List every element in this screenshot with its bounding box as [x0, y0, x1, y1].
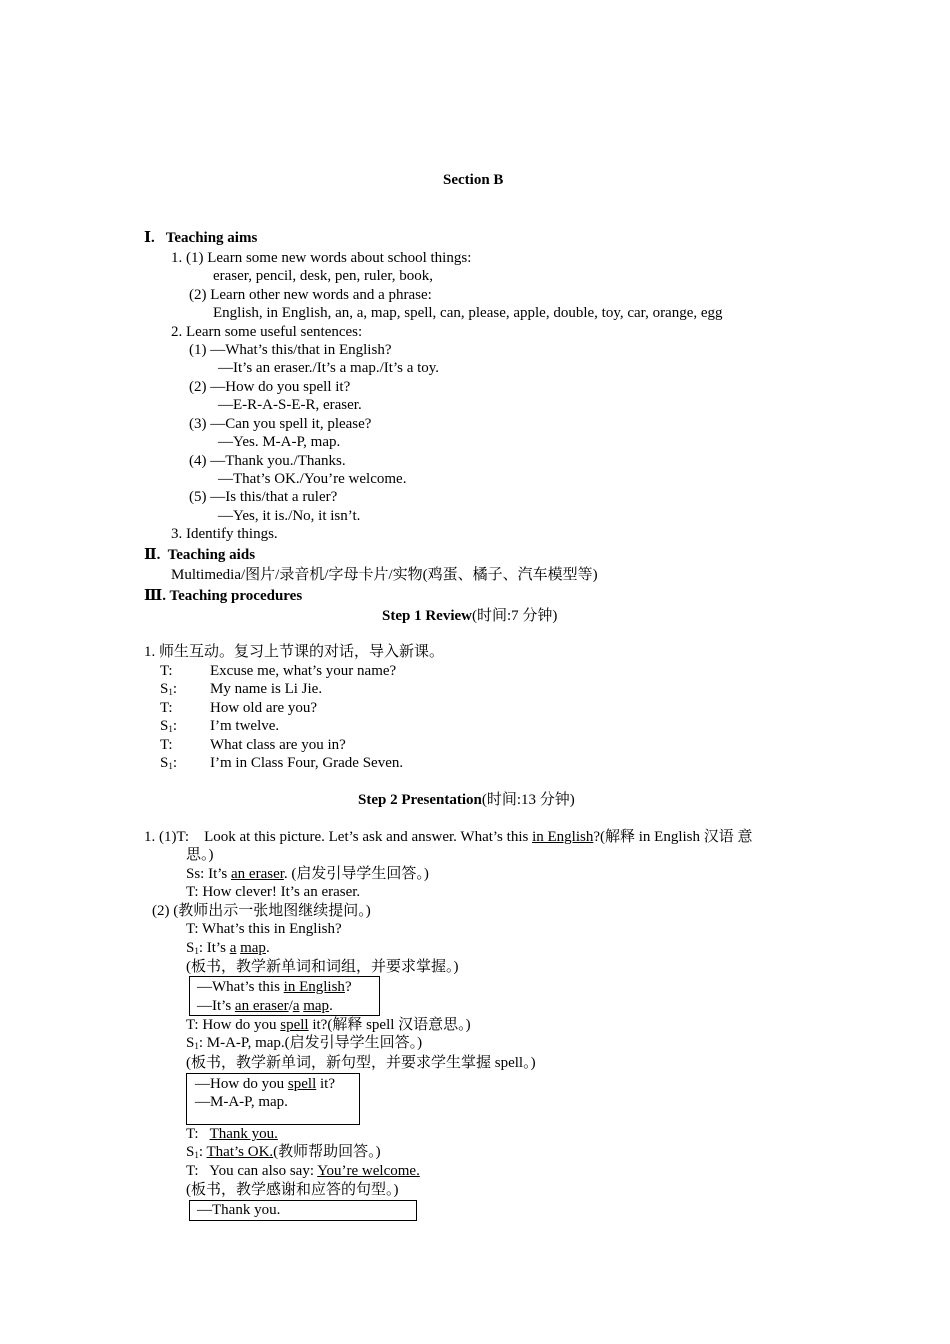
section-heading-teaching-aims — [144, 229, 257, 247]
dialogue-text: How old are you? — [210, 699, 318, 716]
presentation-line — [144, 828, 753, 846]
speaker: T: — [160, 663, 173, 679]
speaker: S — [186, 1144, 195, 1160]
line-note: (教师帮助回答。) — [273, 1144, 381, 1160]
box-line — [195, 1075, 335, 1093]
board-note: (板书，教学新单词，新句型，并要求学生掌握 spell。) — [186, 1055, 536, 1071]
presentation-line — [186, 1034, 422, 1052]
aim-line: (2) —How do you spell it? — [189, 379, 351, 395]
aim-line: —Yes, it is./No, it isn’t. — [218, 508, 361, 524]
aim-line: 3. Identify things. — [171, 526, 278, 542]
underlined-phrase: map — [240, 940, 266, 956]
underlined-phrase: spell — [280, 1017, 309, 1033]
underlined-phrase: That’s OK. — [206, 1144, 274, 1160]
dialogue-line — [160, 699, 317, 717]
underlined-phrase: an eraser — [234, 998, 289, 1014]
step-title-text: Step 1 Review — [382, 608, 472, 624]
speaker-subscript: 1 — [168, 761, 173, 771]
underlined-phrase: spell — [287, 1076, 317, 1092]
aim-line: 1. (1) Learn some new words about school things: — [171, 250, 472, 266]
aim-line: eraser, pencil, desk, pen, ruler, book, — [213, 268, 433, 284]
step-title-text: Step 2 Presentation — [358, 792, 482, 808]
board-note: (板书，教学新单词和词组，并要求掌握。) — [186, 959, 459, 975]
dialogue-text: I’m twelve. — [210, 718, 280, 735]
section-heading-text: Teaching procedures — [169, 588, 303, 604]
presentation-line — [186, 939, 270, 957]
speaker: $S_1$: — [160, 718, 178, 735]
step-title — [358, 791, 575, 809]
punctuation: : — [198, 1144, 207, 1160]
aim-line: (2) Learn other new words and a phrase: — [189, 287, 432, 303]
aim-line: (4) —Thank you./Thanks. — [189, 453, 346, 469]
dialogue-text: I’m in Class Four, Grade Seven. — [210, 755, 404, 771]
underlined-phrase: map — [303, 998, 330, 1014]
speaker: T: — [160, 699, 173, 716]
aim-line: —It’s an eraser./It’s a map./It’s a toy. — [218, 360, 440, 376]
aim-line: (1) —What’s this/that in English? — [189, 342, 392, 358]
dialogue-line — [160, 680, 322, 698]
aim-line: —Yes. M-A-P, map. — [218, 434, 341, 450]
underlined-phrase: in English — [532, 829, 594, 845]
presentation-line: T: What’s this in English? — [186, 921, 342, 937]
line-note: . (启发引导学生回答。) — [283, 866, 429, 882]
dialogue-text: What class are you in? — [210, 736, 346, 753]
speaker-subscript: 1 — [168, 687, 173, 698]
line-label: 1. (1)T: — [144, 829, 190, 845]
presentation-line — [186, 1125, 278, 1143]
line-note: it?(解释 spell 汉语意思。) — [308, 1017, 471, 1033]
step-time: (时间:13 分钟) — [481, 792, 575, 808]
line-note: ?(解释 in English 汉语 意 — [593, 829, 753, 845]
presentation-line: 思。) — [186, 847, 214, 863]
speaker: T: — [160, 736, 173, 753]
step-title — [382, 607, 557, 625]
dialogue-text: My name is Li Jie. — [210, 681, 323, 698]
line-text: —What’s this — [197, 979, 284, 995]
line-text: —It’s — [197, 998, 235, 1014]
box-line — [197, 997, 333, 1015]
aids-text: Multimedia/图片/录音机/字母卡片/实物(鸡蛋、橘子、汽车模型等) — [171, 567, 598, 583]
line-text: : M-A-P, map.(启发引导学生回答。) — [198, 1035, 423, 1051]
underlined-phrase: a — [292, 998, 300, 1014]
speaker-subscript: 1 — [194, 946, 199, 956]
page-title: Section B — [443, 172, 504, 188]
aim-line: English, in English, an, a, map, spell, can, please, apple, double, toy, car, orange, egg — [213, 305, 723, 321]
line-text: Look at this picture. Let’s ask and answer. What’s this — [204, 829, 533, 845]
section-heading-text: Teaching aids — [167, 547, 256, 563]
punctuation: ? — [344, 979, 352, 995]
underlined-phrase: a — [229, 940, 237, 956]
box-line: —Thank you. — [197, 1202, 281, 1218]
speaker: $S_1$: — [160, 681, 178, 698]
aim-line: (5) —Is this/that a ruler? — [189, 489, 338, 505]
dialogue-line — [160, 662, 396, 680]
section-number: Ⅲ. — [144, 588, 167, 604]
presentation-line — [186, 1016, 471, 1034]
presentation-line — [186, 1162, 420, 1180]
presentation-line: T: How clever! It’s an eraser. — [186, 884, 361, 900]
aim-line: —E-R-A-S-E-R, eraser. — [218, 397, 362, 413]
speaker-subscript: 1 — [168, 724, 173, 735]
presentation-line: (2) (教师出示一张地图继续提问。) — [152, 903, 371, 919]
section-number: Ⅱ. — [144, 547, 161, 563]
dialogue-line — [160, 717, 279, 735]
speaker-subscript: 1 — [194, 1150, 199, 1160]
line-text: —How do you — [195, 1076, 288, 1092]
presentation-line — [186, 865, 429, 883]
section-heading-text: Teaching aims — [165, 230, 258, 246]
line-text: Ss: It’s — [186, 866, 232, 882]
speaker: S — [186, 1035, 195, 1051]
aim-line: —That’s OK./You’re welcome. — [218, 471, 407, 487]
step-intro: 1. 师生互动。复习上节课的对话，导入新课。 — [144, 644, 445, 660]
step-time: (时间:7 分钟) — [472, 608, 558, 624]
dialogue-line — [160, 736, 346, 754]
speaker-subscript: 1 — [194, 1041, 199, 1051]
underlined-phrase: an eraser — [231, 866, 284, 882]
punctuation: . — [329, 998, 333, 1014]
aim-line: 2. Learn some useful sentences: — [171, 324, 363, 340]
dialogue-text: Excuse me, what’s your name? — [210, 663, 397, 679]
box-line — [197, 978, 352, 996]
speaker: $S_1$: — [160, 755, 178, 771]
underlined-phrase: in English — [283, 979, 345, 995]
line-text: : It’s — [198, 940, 230, 956]
line-text: T: How do you — [186, 1017, 281, 1033]
dialogue-line — [160, 754, 403, 772]
aim-line: (3) —Can you spell it, please? — [189, 416, 372, 432]
punctuation: / — [288, 998, 293, 1014]
board-note: (板书，教学感谢和应答的句型。) — [186, 1182, 399, 1198]
section-heading-teaching-procedures — [144, 587, 302, 605]
presentation-line — [186, 1143, 381, 1161]
box-line: —M-A-P, map. — [195, 1094, 288, 1110]
line-text: T: You can also say: — [186, 1163, 318, 1179]
underlined-phrase: You’re welcome. — [317, 1163, 420, 1179]
punctuation: . — [265, 940, 270, 956]
line-text: T: — [186, 1126, 210, 1142]
line-text: it? — [316, 1076, 336, 1092]
underlined-phrase: Thank you. — [209, 1126, 278, 1142]
section-number: Ⅰ. — [144, 230, 155, 246]
section-heading-teaching-aids — [144, 546, 255, 564]
speaker: S — [186, 940, 195, 956]
